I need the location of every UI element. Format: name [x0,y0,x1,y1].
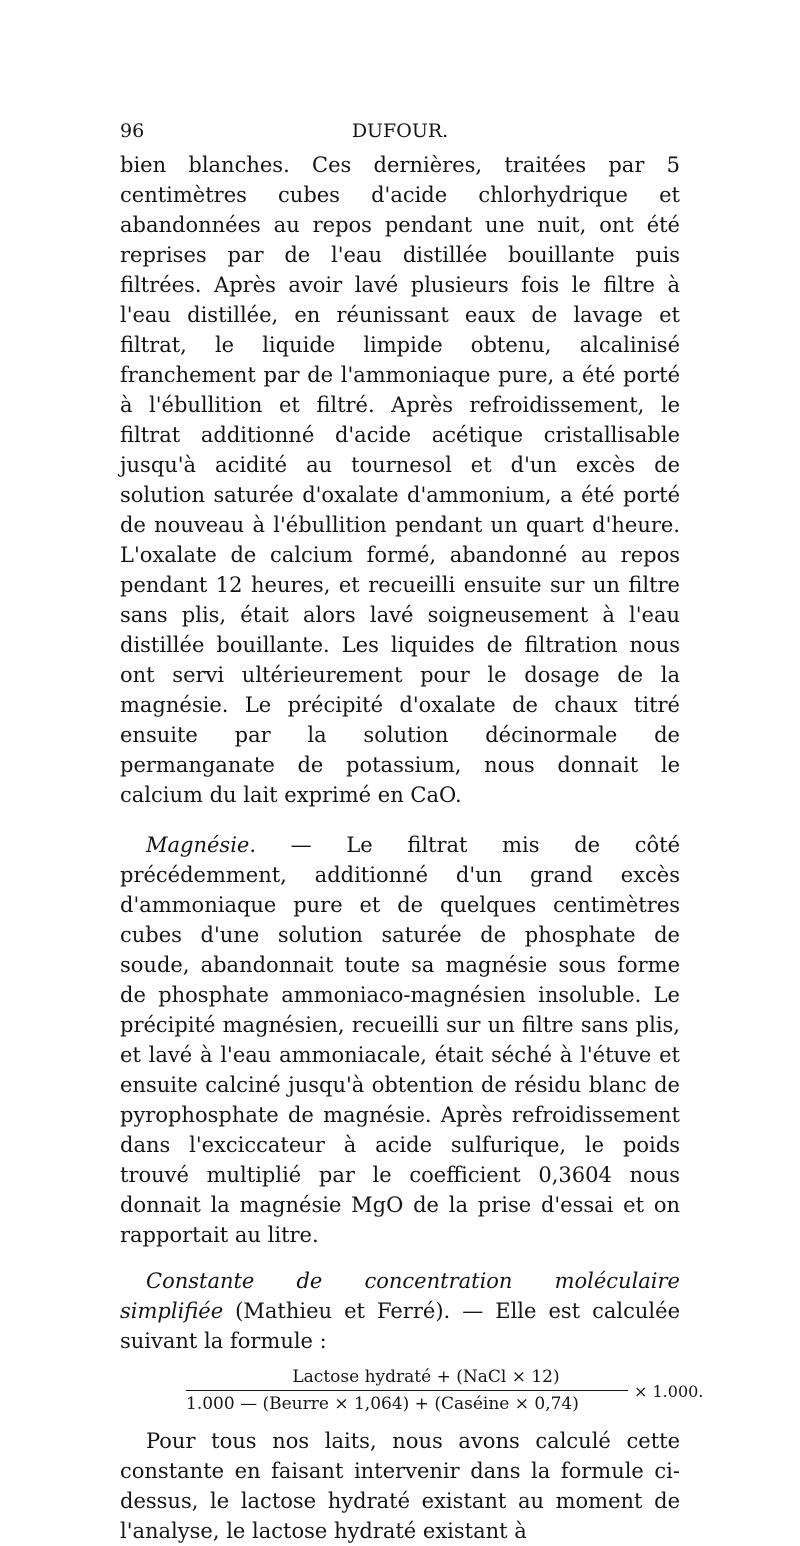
paragraph-constante [120,1266,680,1356]
page-number: 96 [120,120,145,142]
paragraph-calcium: bien blanches. Ces dernières, traitées par 5 centimètres cubes d'acide chlorhydrique et abandonnées au repos pendant une nuit, ont été reprises par de l'eau distillée bouillante puis filtrées. Après avoir lavé plusieurs fois le filtre à l'eau distillée, en réunissant eaux de lavage et filtrat, le liquide limpide obtenu, alcalinisé franchement par de l'ammoniaque pure, a été porté à l'ébullition et filtré. Après refroidissement, le filtrat additionné d'acide acétique cristallisable jusqu'à acidité au tournesol et d'un excès de solution saturée d'oxalate d'ammonium, a été porté de nouveau à l'ébullition pendant un quart d'heure. L'oxalate de calcium formé, abandonné au repos pendant 12 heures, et recueilli ensuite sur un filtre sans plis, était alors lavé soigneusement à l'eau distillée bouillante. Les liquides de filtration nous ont servi ultérieurement pour le dosage de la magnésie. Le précipité d'oxalate de chaux titré ensuite par la solution décinormale de permanganate de potassium, nous donnait le calcium du lait exprimé en CaO. [120,153,680,807]
formula-multiplier: × 1.000. [634,1382,704,1401]
section-lead-magnesie: Magnésie. [146,833,257,857]
section-lead-constante: Constante de concentration moléculaire simplifiée [120,1269,680,1323]
formula-numerator: Lactose hydraté + (NaCl × 12) [292,1367,560,1387]
page-body [120,150,704,1546]
paragraph-magnesie-text: — Le filtrat mis de côté précédemment, additionné d'un grand excès d'ammoniaque pure et de quelques centimètres cubes d'une solution saturée de phosphate de soude, abandonnait toute sa magnésie sous forme de phosphate ammoniaco-magnésien insoluble. Le précipité magnésien, recueilli sur un filtre sans plis, et lavé à l'eau ammoniacale, était séché à l'étuve et ensuite calciné jusqu'à obtention de résidu blanc de pyrophosphate de magnésie. Après refroidissement dans l'exciccateur à acide sulfurique, le poids trouvé multiplié par le coefficient 0,3604 nous donnait la magnésie MgO de la prise d'essai et on rapportait au litre. [120,833,680,1247]
formula-fraction [186,1364,666,1417]
paragraph-conclusion: Pour tous nos laits, nous avons calculé cette constante en faisant intervenir dans la formule ci-dessus, le lactose hydraté existant au moment de l'analyse, le lactose hydraté existant à [120,1429,680,1543]
formula [120,1362,704,1420]
running-head: DUFOUR. [351,120,449,142]
paragraph-constante-text: (Mathieu et Ferré). — Elle est calculée suivant la formule : [120,1299,680,1353]
formula-denominator: 1.000 — (Beurre × 1,064) + (Caséine × 0,74) [186,1394,579,1414]
page-header [120,118,680,144]
paragraph-magnesie [120,830,680,1250]
